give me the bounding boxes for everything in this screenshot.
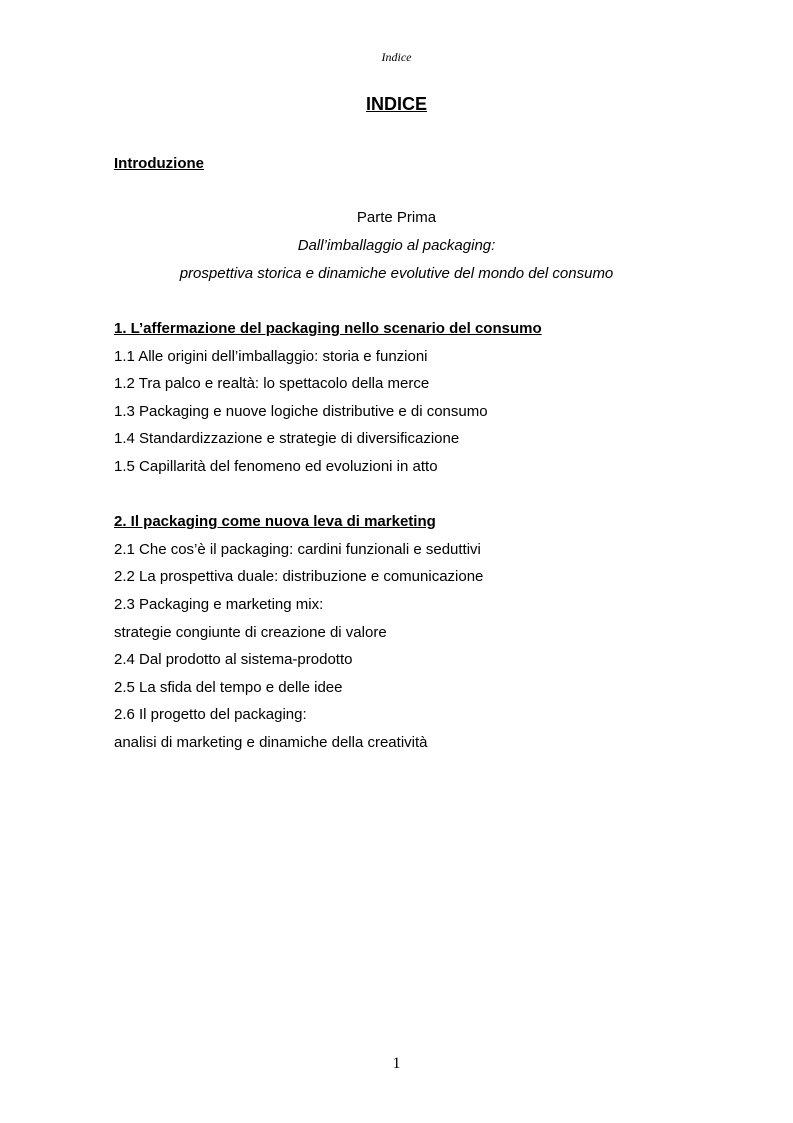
chapter1-heading: 1. L’affermazione del packaging nello scenario del consumo — [114, 320, 542, 337]
toc-introduction: Introduzione — [114, 155, 204, 172]
toc-entry: 1.2 Tra palco e realtà: lo spettacolo della merce — [114, 375, 430, 392]
toc-entry-continuation: strategie congiunte di creazione di valore — [114, 624, 387, 641]
toc-entry-continuation: analisi di marketing e dinamiche della creatività — [114, 734, 428, 751]
toc-entry: 2.2 La prospettiva duale: distribuzione e comunicazione — [114, 568, 484, 585]
part-subtitle-line2: prospettiva storica e dinamiche evolutive del mondo del consumo — [179, 265, 614, 282]
toc-entry: 2.3 Packaging e marketing mix: — [114, 596, 324, 613]
part-block — [0, 208, 793, 292]
part-label: Parte Prima — [356, 209, 437, 226]
toc-entry: 1.5 Capillarità del fenomeno ed evoluzioni in atto — [114, 458, 438, 475]
toc-entry: 1.4 Standardizzazione e strategie di diversificazione — [114, 430, 460, 447]
chapter2-heading: 2. Il packaging come nuova leva di marketing — [114, 513, 436, 530]
toc-entry: 2.4 Dal prodotto al sistema-prodotto — [114, 651, 353, 668]
page-number: 1 — [392, 1055, 401, 1072]
toc-entry: 2.1 Che cos’è il packaging: cardini funzionali e seduttivi — [114, 541, 481, 558]
page-title: INDICE — [365, 94, 427, 114]
running-header: Indice — [381, 50, 412, 64]
toc-entry: 2.5 La sfida del tempo e delle idee — [114, 679, 343, 696]
toc-entry: 1.3 Packaging e nuove logiche distributive e di consumo — [114, 403, 488, 420]
toc-entry: 2.6 Il progetto del packaging: — [114, 706, 307, 723]
part-subtitle-line1: Dall’imballaggio al packaging: — [297, 237, 496, 254]
toc-entry: 1.1 Alle origini dell’imballaggio: storia e funzioni — [114, 348, 428, 365]
